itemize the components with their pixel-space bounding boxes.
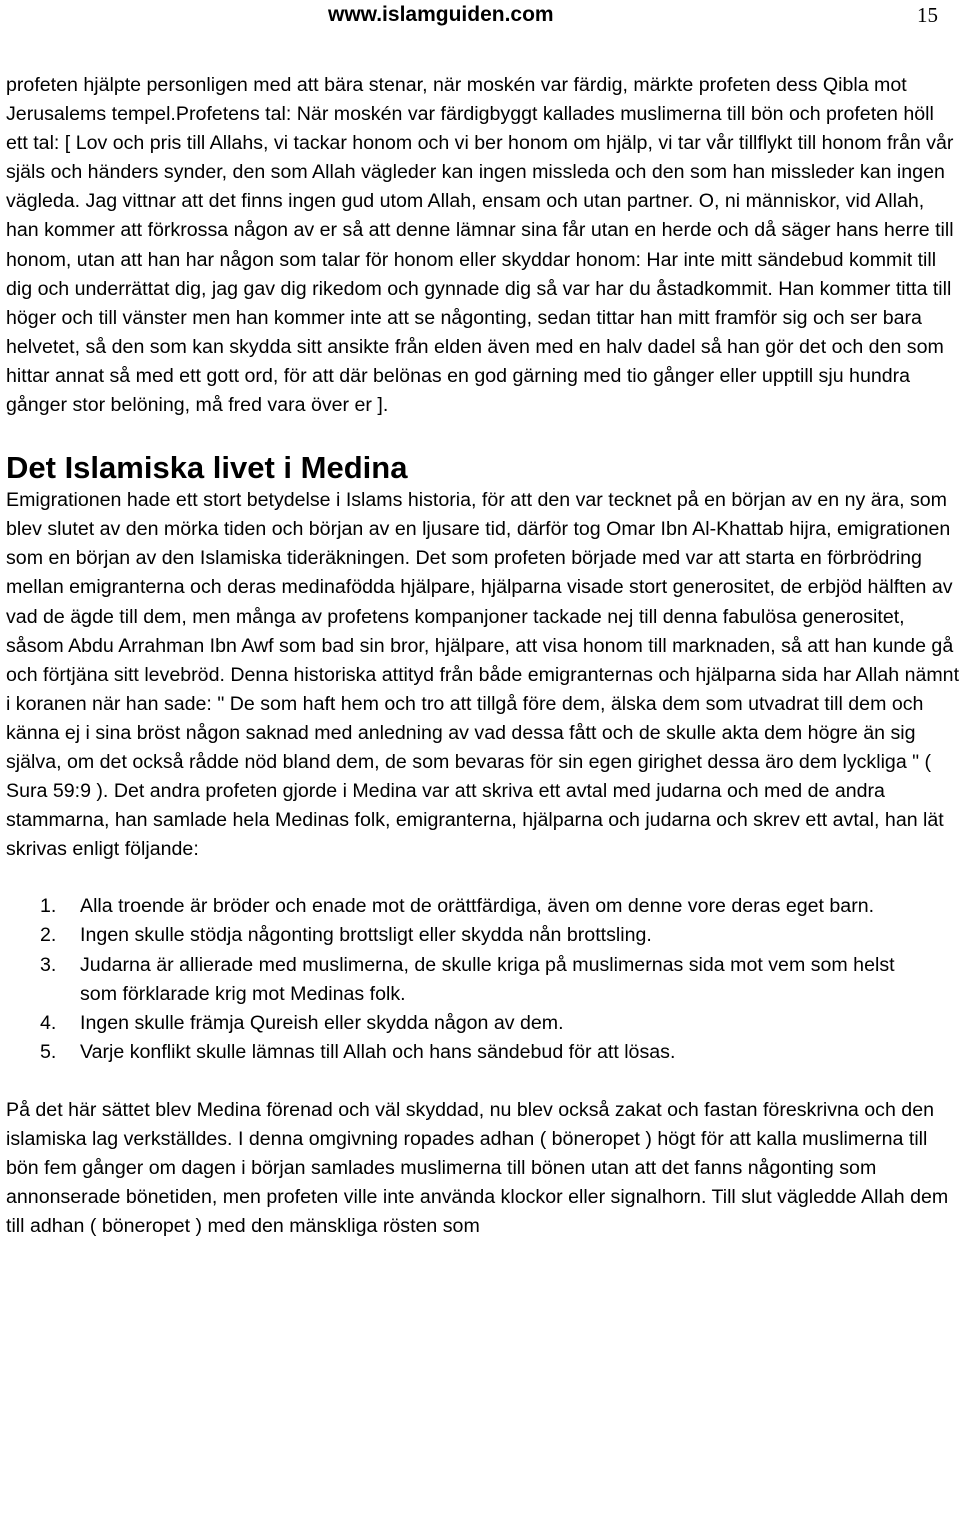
list-item [6,921,900,950]
list-item-text: Ingen skulle främja Qureish eller skydda någon av dem. [80,1011,564,1034]
page-header [0,2,960,30]
agreement-list [6,892,960,1067]
list-item-number: 5. [40,1040,57,1063]
list-item-text: Varje konflikt skulle lämnas till Allah och hans sändebud för att lösas. [80,1040,676,1063]
list-item-text: Judarna är allierade med muslimerna, de skulle kriga på muslimernas sida mot vem som helst som förklarade krig mot Medinas folk. [80,953,895,1005]
body-paragraph: På det här sättet blev Medina förenad och väl skyddad, nu blev också zakat och fastan föreskrivna och den islamiska lag verkställdes. I denna omgivning ropades adhan ( böneropet ) högt för att kalla muslimerna till bön fem gånger om dagen i början samlades muslimerna till bönen utan att det fanns någonting som annonserade bönetiden, men profeten ville inte använda klockor eller signalhorn. Till slut vägledde Allah dem till adhan ( böneropet ) med den mänskliga rösten som [6,1098,949,1238]
body-paragraph: Emigrationen hade ett stort betydelse i Islams historia, för att den var tecknet på en början av en ny ära, som blev slutet av den mörka tiden och början av en ljusare tid, därför tog Omar Ibn Al-Khattab hijra, emigrationen som en början av den Islamiska tideräkningen. Det som profeten började med var att starta en förbrödring mellan emigranterna och deras medinafödda hjälpare, hjälparna visade stort generositet, de erbjöd hälften av vad de ägde till dem, men många av profetens kompanjoner tackade nej till denna fabulösa generositet, såsom Abdu Arrahman Ibn Awf som bad sin bror, hjälpare, att visa honom till marknaden, så att han kunde gå och förtjäna sitt levebröd. Denna historiska attityd från både emigranternas och hjälparna sida har Allah nämnt i koranen när han sade: " De som haft hem och tro att tillgå före dem, älska dem som utvadrat till dem och känna ej i sina bröst någon saknad med anledning av vad dessa fått och de skulle akta dem högre än sig själva, om det också rådde nöd bland dem, de som bevaras för sin egen girighet dessa äro dem lyckliga " ( Sura 59:9 ). Det andra profeten gjorde i Medina var att skriva ett avtal med judarna och med de andra stammarna, han samlade hela Medinas folk, emigranterna, hjälparna och judarna och skrev ett avtal, han lät skrivas enligt följande: [6,489,960,861]
section-heading: Det Islamiska livet i Medina [6,450,408,486]
list-item [6,1009,900,1038]
list-item-text: Alla troende är bröder och enade mot de orättfärdiga, även om denne vore deras eget barn. [80,895,875,918]
list-item-number: 1. [40,895,57,918]
body-paragraph: profeten hjälpte personligen med att bära stenar, när moskén var färdig, märkte profeten dess Qibla mot Jerusalems tempel.Profetens tal: När moskén var färdigbyggt kallades muslimerna till bön och profeten höll ett tal: [ Lov och pris till Allahs, vi tackar honom och vi ber honom om hjälp, vi tar vår tillflykt till honom från vår själs och händers synder, den som Allah vägleder kan ingen missleda och den som han missleder kan ingen vägleda. Jag vittnar att det finns ingen gud utom Allah, ensam och utan partner. O, ni människor, vid Allah, han kommer att förkrossa någon av er så att denne lämnar sina får utan en herde och då säger hans herre till honom, utan att han har någon som talar för honom eller skyddar honom: Har inte mitt sändebud kommit till dig och underrättat dig, jag gav dig rikedom och gynnade dig så var har du åstadkommit. Han kommer titta till höger och till vänster men han kommer inte att se någonting, sedan tittar han mitt framför sig och ser bara helvetet, så den som kan skydda sitt ansikte från elden även med en halv dadel så han gör det och den som hittar annat så med ett gott ord, för att där belönas en god gärning med tio gånger eller upptill sju hundra gånger stor belöning, må fred vara över er ]. [6,74,954,417]
site-url: www.islamguiden.com [328,3,554,26]
list-item-number: 4. [40,1011,57,1034]
list-item [6,1038,900,1067]
page-number: 15 [917,3,938,27]
list-item-number: 2. [40,924,57,947]
list-item-text: Ingen skulle stödja någonting brottsligt eller skydda nån brottsling. [80,924,652,947]
list-item [6,892,900,921]
list-item [6,951,900,1009]
list-item-number: 3. [40,953,57,976]
document-body [6,71,960,1241]
